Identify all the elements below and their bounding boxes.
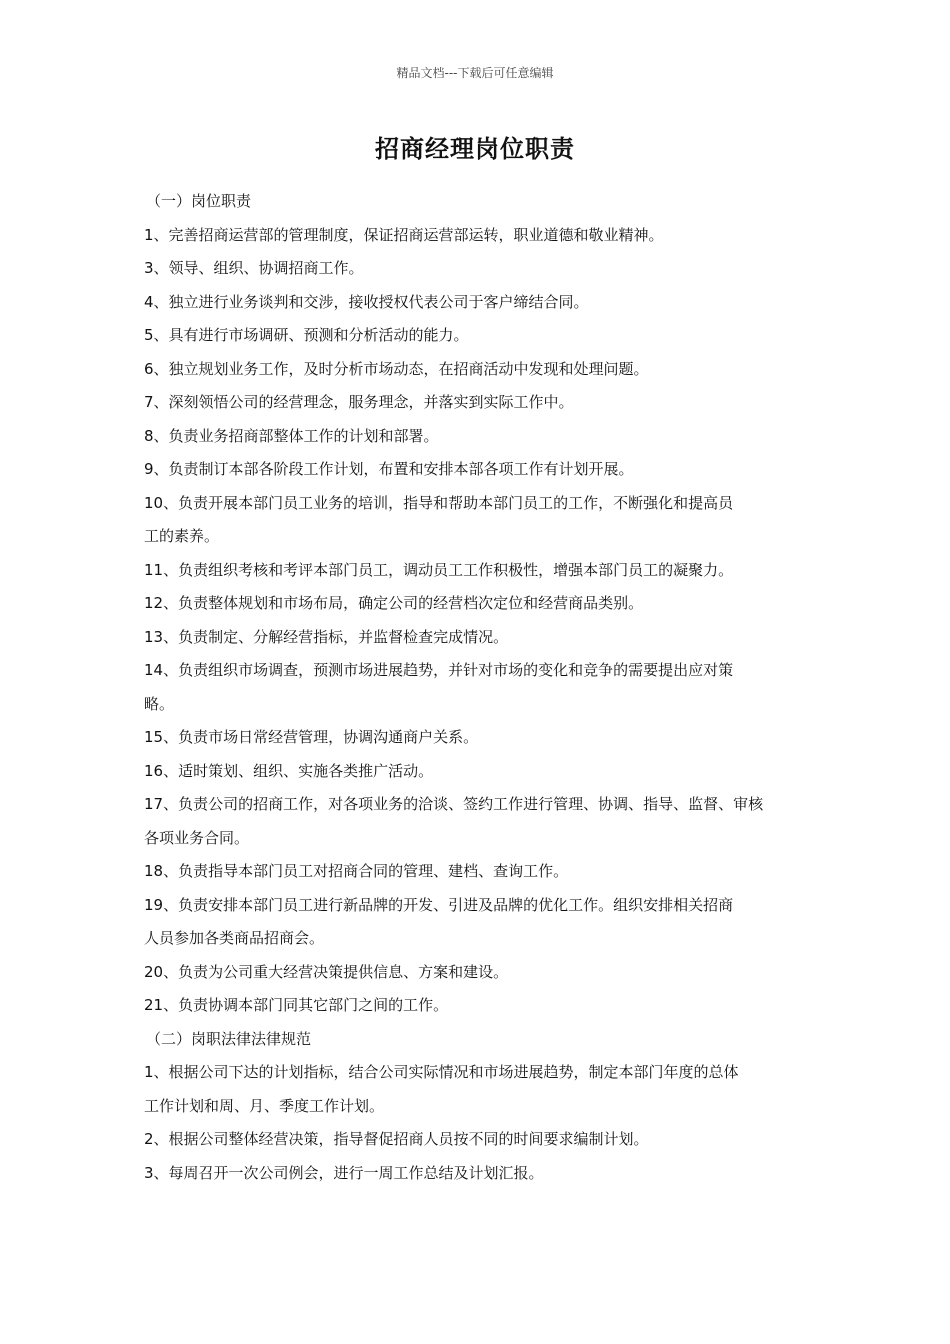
duty-item-continuation: 工的素养。	[144, 527, 220, 545]
norm-item-continuation: 工作计划和周、月、季度工作计划。	[144, 1096, 385, 1115]
section-heading-duties: （一）岗位职责	[146, 192, 252, 210]
page-header: 精品文档---下载后可任意编辑	[396, 66, 554, 80]
duty-item: 8、负责业务招商部整体工作的计划和部署。	[144, 426, 439, 445]
duty-item: 11、负责组织考核和考评本部门员工，调动员工工作积极性，增强本部门员工的凝聚力。	[144, 560, 734, 579]
duty-item: 13、负责制定、分解经营指标，并监督检查完成情况。	[144, 627, 509, 646]
duty-item-continuation: 人员参加各类商品招商会。	[144, 929, 325, 947]
norm-item: 3、每周召开一次公司例会，进行一周工作总结及计划汇报。	[144, 1163, 544, 1182]
section-heading-norms: （二）岗职法律法律规范	[146, 1029, 312, 1048]
duty-item: 19、负责安排本部门员工进行新品牌的开发、引进及品牌的优化工作。组织安排相关招商	[144, 895, 734, 914]
duty-item: 14、负责组织市场调查，预测市场进展趋势，并针对市场的变化和竞争的需要提出应对策	[144, 661, 734, 679]
duty-item: 1、完善招商运营部的管理制度，保证招商运营部运转，职业道德和敬业精神。	[144, 225, 664, 244]
duty-item: 18、负责指导本部门员工对招商合同的管理、建档、查询工作。	[144, 862, 569, 880]
duty-item: 7、深刻领悟公司的经营理念，服务理念，并落实到实际工作中。	[144, 393, 574, 411]
duty-item: 17、负责公司的招商工作，对各项业务的洽谈、签约工作进行管理、协调、指导、监督、审核	[144, 795, 764, 813]
norm-item: 2、根据公司整体经营决策，指导督促招商人员按不同的时间要求编制计划。	[144, 1130, 649, 1148]
duty-item: 9、负责制订本部各阶段工作计划，布置和安排本部各项工作有计划开展。	[144, 460, 634, 478]
document-body	[144, 185, 844, 1190]
duty-item: 3、领导、组织、协调招商工作。	[144, 259, 364, 277]
duty-item: 20、负责为公司重大经营决策提供信息、方案和建设。	[144, 962, 509, 981]
duty-item: 21、负责协调本部门同其它部门之间的工作。	[144, 996, 449, 1014]
document-title: 招商经理岗位职责	[375, 135, 575, 163]
duty-item: 4、独立进行业务谈判和交涉，接收授权代表公司于客户缔结合同。	[144, 292, 589, 311]
norm-item: 1、根据公司下达的计划指标，结合公司实际情况和市场进展趋势，制定本部门年度的总体	[144, 1063, 739, 1081]
duty-item-continuation: 各项业务合同。	[144, 828, 250, 847]
duty-item: 10、负责开展本部门员工业务的培训，指导和帮助本部门员工的工作，不断强化和提高员	[144, 493, 734, 512]
duty-item: 6、独立规划业务工作，及时分析市场动态，在招商活动中发现和处理问题。	[144, 359, 649, 378]
duty-item: 16、适时策划、组织、实施各类推广活动。	[144, 761, 434, 780]
duty-item: 12、负责整体规划和市场布局，确定公司的经营档次定位和经营商品类别。	[144, 594, 644, 612]
duty-item-continuation: 略。	[144, 694, 175, 713]
duty-item: 5、具有进行市场调研、预测和分析活动的能力。	[144, 326, 469, 344]
duty-item: 15、负责市场日常经营管理，协调沟通商户关系。	[144, 728, 479, 746]
